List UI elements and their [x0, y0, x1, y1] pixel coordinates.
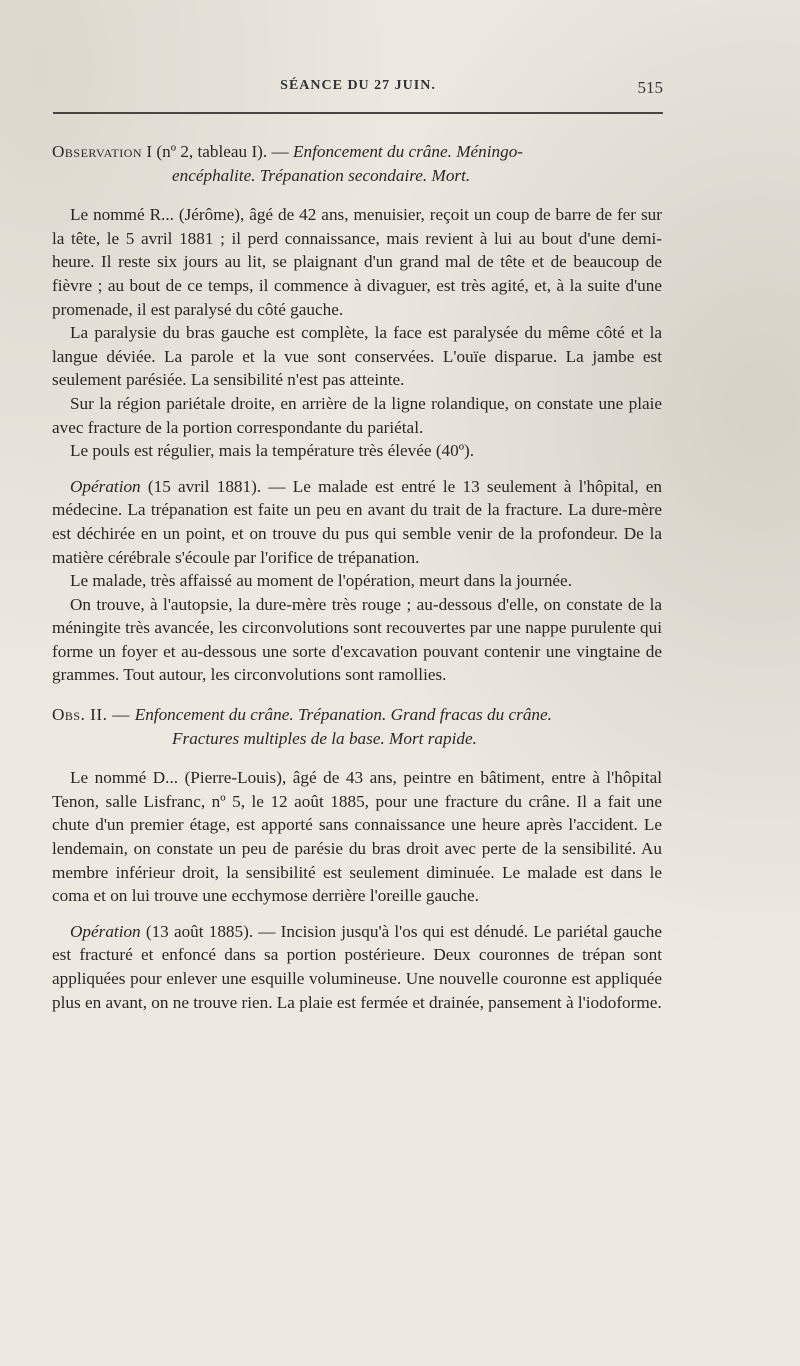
observation-1-label: Observation: [52, 142, 143, 161]
running-title: SÉANCE DU 27 JUIN.: [280, 78, 436, 93]
observation-2-paragraph: Le nommé D... (Pierre-Louis), âgé de 43 ans, peintre en bâtiment, entre à l'hôpital Tenon, salle Lisfranc, nº 5, le 12 août 1885, pour une fracture du crâne. Il a fait une chute d'un premier étage, est apporté sans connaissance une heure après l'accident. Le lendemain, on constate un peu de parésie du bras droit avec perte de la sensibilité. Au membre inférieur droit, la sensibilité est seulement diminuée. Le malade est dans le coma et on lui trouve une ecchymose derrière l'oreille gauche.: [52, 768, 662, 906]
observation-2-operation-text: (13 août 1885). — Incision jusqu'à l'os qui est dénudé. Le pariétal gauche est fracturé et enfoncé dans sa portion postérieure. Deux couronnes de trépan sont appliquées pour enlever une esquille volumineuse. Une nouvelle couronne est appliquée plus en avant, on ne trouve rien. La plaie est fermée et drainée, pansement à l'iodoforme.: [52, 921, 662, 1012]
observation-1-heading: [52, 140, 662, 187]
observation-2-operation-paragraph: [52, 920, 662, 1014]
page-number: 515: [637, 78, 663, 97]
observation-2-label: Obs. II. —: [52, 705, 135, 725]
observation-2-title-line2: Fractures multiples de la base. Mort rapide.: [172, 728, 477, 748]
page-body: [52, 140, 662, 1014]
observation-1-reference: I (nº 2, tableau I). —: [142, 142, 293, 161]
observation-1-operation-text: (15 avril 1881). — Le malade est entré le 13 seulement à l'hôpital, en médecine. La trépanation est faite un peu en avant du trait de la fracture. La dure-mère est déchirée en un point, et on trouve du pus qui semble venir de la profondeur. De la matière cérébrale s'écoule par l'orifice de trépanation.: [52, 476, 662, 567]
observation-1-operation-paragraph: [52, 475, 662, 569]
observation-2-operation-label: Opération: [70, 921, 141, 941]
header-rule: [53, 112, 663, 114]
observation-1-title-line1: Enfoncement du crâne. Méningo-: [292, 142, 524, 161]
observation-2-heading: [52, 703, 662, 750]
observation-1-operation-label: Opération: [70, 476, 141, 496]
observation-1-paragraph: Le malade, très affaissé au moment de l'opération, meurt dans la journée.: [70, 571, 572, 591]
observation-2-title-line1: Enfoncement du crâne. Trépanation. Grand fracas du crâne.: [134, 705, 552, 725]
observation-1-paragraph: On trouve, à l'autopsie, la dure-mère très rouge ; au-dessous d'elle, on constate de la méningite très avancée, les circonvolutions sont recouvertes par une nappe purulente qui forme un foyer et au-dessous une sorte d'excavation pouvant contenir une vingtaine de grammes. Tout autour, les circonvolutions sont ramollies.: [52, 594, 662, 685]
observation-1-title-line2: encéphalite. Trépanation secondaire. Mort.: [172, 165, 471, 185]
page-header: [53, 78, 663, 102]
observation-1-paragraph: Sur la région pariétale droite, en arrière de la ligne rolandique, on constate une plaie avec fracture de la portion correspondante du pariétal.: [52, 393, 662, 437]
observation-1-paragraph: La paralysie du bras gauche est complète, la face est paralysée du même côté et la langue déviée. La parole et la vue sont conservées. L'ouïe disparue. La jambe est seulement parésiée. La sensibilité n'est pas atteinte.: [52, 323, 662, 390]
observation-1-paragraph: Le nommé R... (Jérôme), âgé de 42 ans, menuisier, reçoit un coup de barre de fer sur la tête, le 5 avril 1881 ; il perd connaissance, mais revient à lui au bout d'une demi-heure. Il reste six jours au lit, se plaignant d'un grand mal de tête et de beaucoup de fièvre ; au bout de ce temps, il commence à divaguer, est très agité, et, à la suite d'une promenade, il est paralysé du côté gauche.: [52, 205, 662, 319]
observation-1-paragraph: Le pouls est régulier, mais la température très élevée (40º).: [70, 441, 475, 461]
